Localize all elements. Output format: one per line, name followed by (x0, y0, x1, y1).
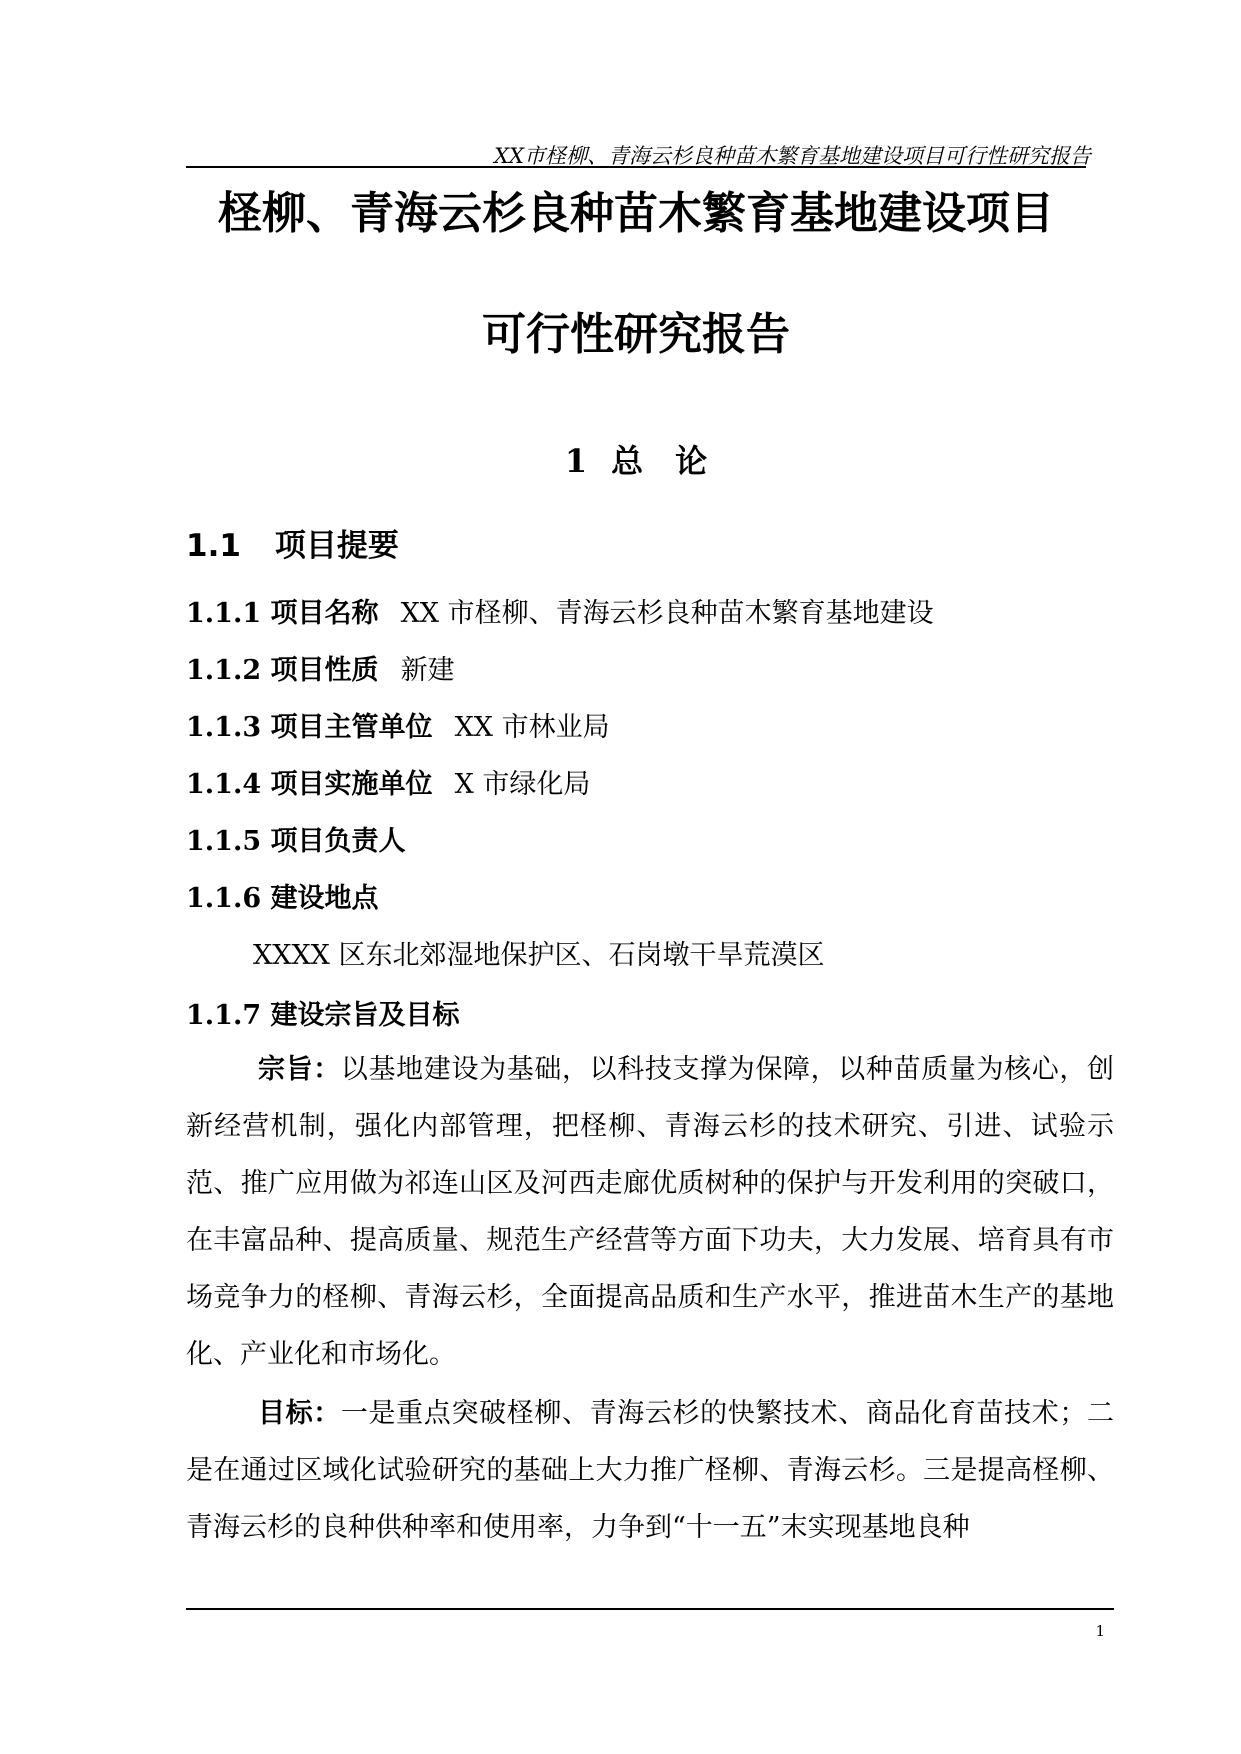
construction-site-text: XXXX 区东北郊湿地保护区、石岗墩干旱荒漠区 (253, 940, 825, 971)
chapter-number: 1 (564, 442, 588, 480)
item-label: 1.1.6 建设地点 (186, 883, 379, 914)
item-label: 1.1.7 建设宗旨及目标 (186, 1000, 460, 1031)
item-label: 1.1.4 项目实施单位 (186, 769, 433, 800)
item-label: 1.1.2 项目性质 (186, 655, 379, 686)
purpose-paragraph (186, 1041, 1114, 1383)
goal-text: 一是重点突破柽柳、青海云杉的快繁技术、商品化育苗技术；二是在通过区域化试验研究的基础上大力推广柽柳、青海云杉。三是提高柽柳、青海云杉的良种供种率和使用率，力争到“十一五”末实现基地良种 (186, 1398, 1115, 1543)
goal-paragraph (186, 1385, 1114, 1556)
item-label: 1.1.5 项目负责人 (186, 826, 406, 857)
item-value: 新建 (400, 655, 455, 686)
item-value: X 市绿化局 (454, 769, 591, 800)
item-construction-site (186, 876, 379, 915)
item-project-leader (186, 819, 406, 858)
section-name: 项目提要 (274, 528, 399, 564)
goal-lead: 目标： (258, 1398, 341, 1429)
item-value: XX 市柽柳、青海云杉良种苗木繁育基地建设 (400, 598, 934, 629)
item-project-nature (186, 648, 455, 687)
section-number: 1.1 (186, 528, 241, 564)
item-implementing-unit (186, 762, 590, 801)
item-value: XX 市林业局 (454, 712, 610, 743)
item-project-name (186, 591, 934, 630)
chapter-name-part2: 论 (675, 442, 708, 480)
item-supervising-unit (186, 705, 610, 744)
chapter-name-part1: 总 (611, 442, 644, 480)
section-heading (186, 520, 399, 565)
page-number: 1 (1095, 1622, 1105, 1640)
item-label: 1.1.3 项目主管单位 (186, 712, 433, 743)
running-header: XX市柽柳、青海云杉良种苗木繁育基地建设项目可行性研究报告 (494, 144, 1091, 168)
document-title-line-1: 柽柳、青海云杉良种苗木繁育基地建设项目 (218, 188, 1054, 239)
chapter-heading (186, 436, 1086, 482)
purpose-lead: 宗旨： (258, 1054, 341, 1085)
item-label: 1.1.1 项目名称 (186, 598, 379, 629)
purpose-text: 以基地建设为基础，以科技支撑为保障，以种苗质量为核心，创新经营机制，强化内部管理，把柽柳、青海云杉的技术研究、引进、试验示范、推广应用做为祁连山区及河西走廊优质树种的保护与开发利用的突破口，在丰富品种、提高质量、规范生产经营等方面下功夫，大力发展、培育具有市场竞争力的柽柳、青海云杉，全面提高品质和生产水平，推进苗木生产的基地化、产业化和市场化。 (186, 1054, 1115, 1370)
header-rule (186, 166, 1086, 168)
item-purpose-and-goals (186, 993, 460, 1032)
footer-rule (186, 1608, 1114, 1610)
document-title-line-2: 可行性研究报告 (482, 309, 790, 360)
